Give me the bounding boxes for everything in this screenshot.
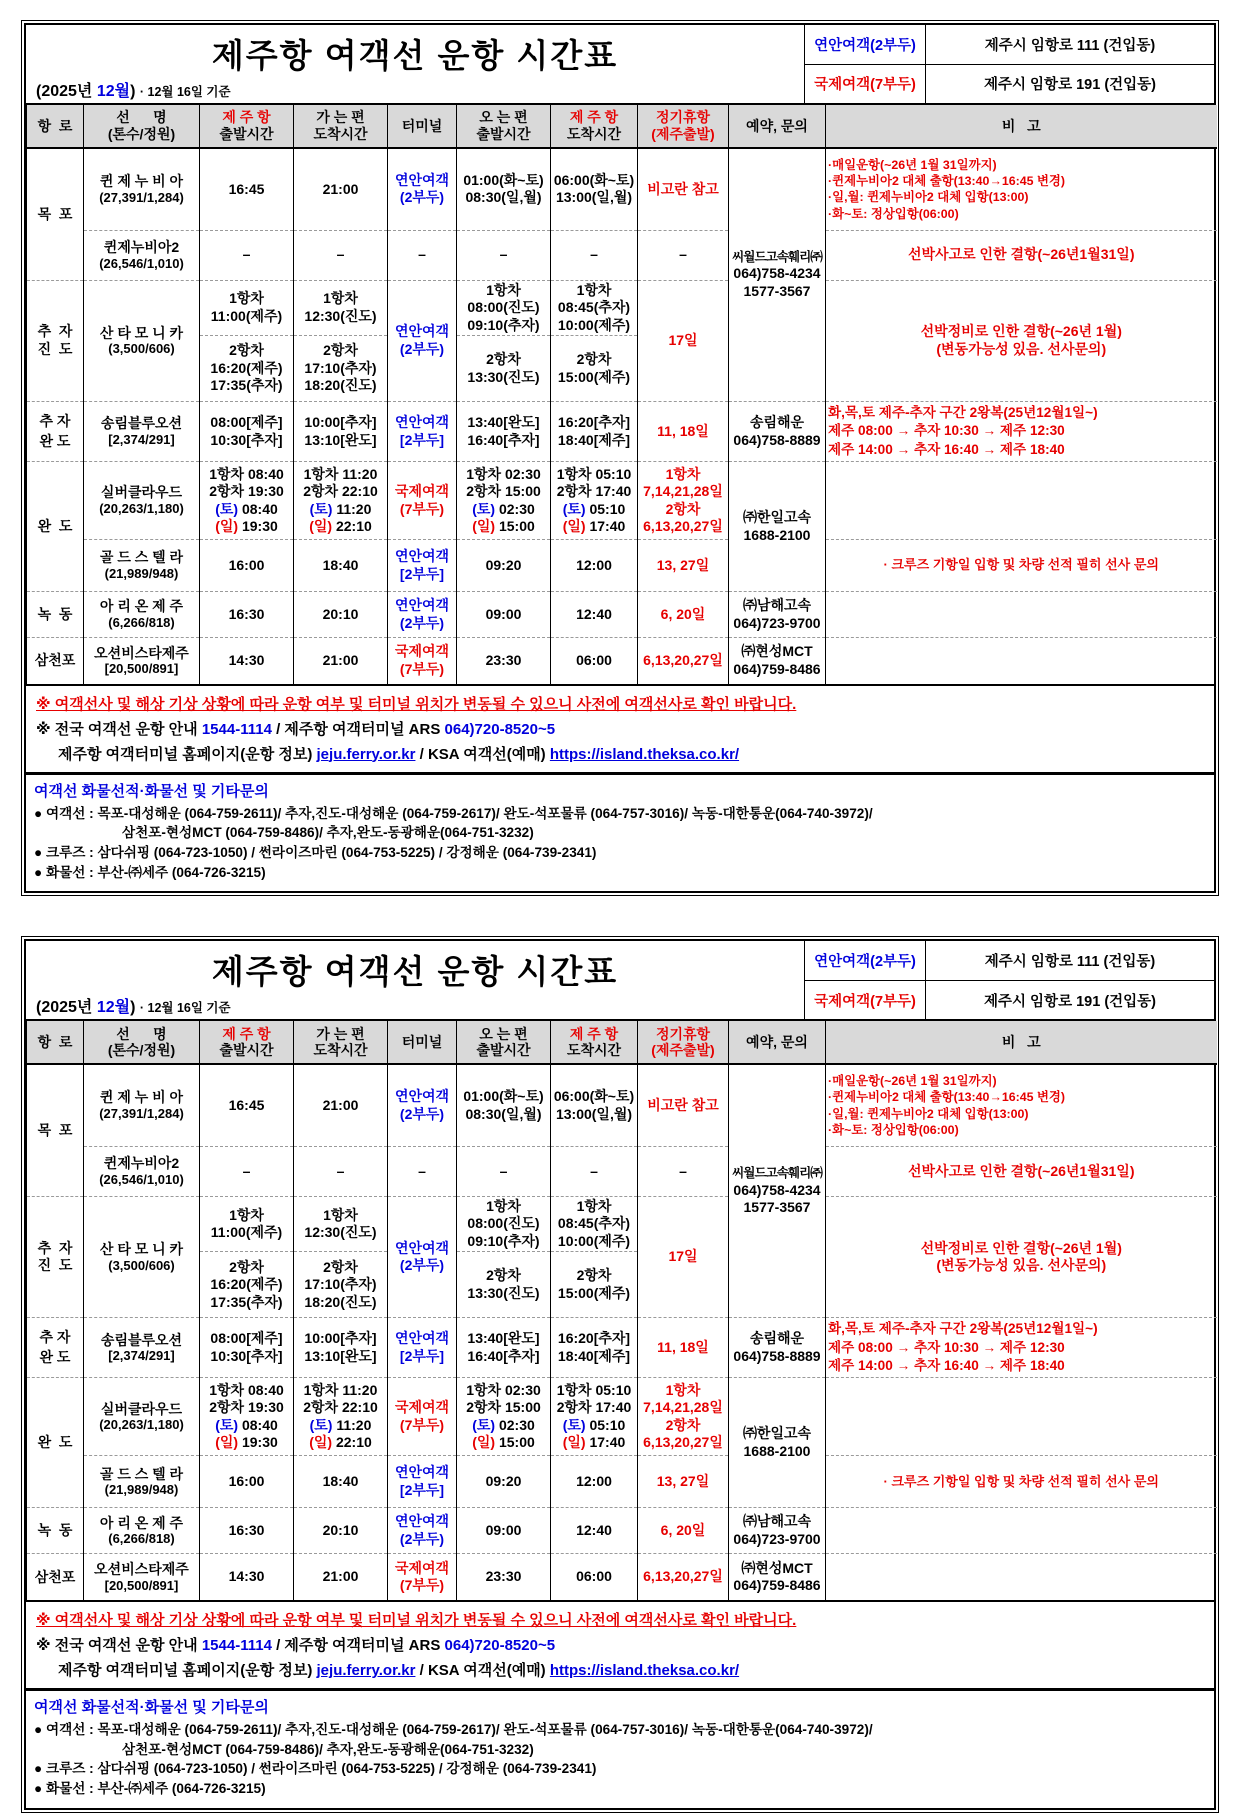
title-area bbox=[26, 941, 804, 1019]
note-cell: · 크루즈 기항일 입항 및 차량 선적 필히 선사 문의 bbox=[826, 540, 1217, 592]
return-arrive-time: 12:40 bbox=[551, 1508, 638, 1554]
ksa-booking-link[interactable]: https://island.theksa.co.kr/ bbox=[549, 1661, 740, 1679]
route-mokpo: 목 포 bbox=[27, 1064, 84, 1196]
return-arrive-time: 12:00 bbox=[551, 1456, 638, 1508]
cargo-ship-contacts: ● 화물선 : 부산-㈜세주 (064-726-3215) bbox=[34, 1780, 266, 1796]
arrive-time: 2항차 17:10(추자) 18:20(진도) bbox=[294, 336, 388, 402]
jeju-ferry-link[interactable]: jeju.ferry.or.kr bbox=[316, 745, 416, 763]
route-mokpo: 목 포 bbox=[27, 148, 84, 280]
depart-time: 16:30 bbox=[200, 1508, 294, 1554]
header-return-depart: 오 는 편 출발시간 bbox=[457, 1021, 551, 1064]
terminal-cell: – bbox=[388, 1146, 457, 1196]
weather-warning: ※ 여객선사 및 해상 기상 상황에 따라 운항 여부 및 터미널 위치가 변동될 수 있으니 사전에 여객선사로 확인 바랍니다. bbox=[36, 1611, 797, 1629]
return-depart-time: 1항차 02:30 2항차 15:00 (토) 02:30 (일) 15:00 bbox=[457, 462, 551, 540]
return-depart-time: 01:00(화~토) 08:30(일,월) bbox=[457, 1064, 551, 1146]
note-cell: 선박사고로 인한 결항(~26년1월31일) bbox=[826, 1146, 1217, 1196]
terminal-cell: 연안여객 (2부두) bbox=[388, 148, 457, 230]
date-line bbox=[26, 77, 804, 103]
depart-time: 2항차 16:20(제주) 17:35(추자) bbox=[200, 336, 294, 402]
depart-time: 14:30 bbox=[200, 1554, 294, 1600]
terminal-cell: 국제여객 (7부두) bbox=[388, 1378, 457, 1456]
vessel-cell: 골 드 스 텔 라 (21,989/948) bbox=[84, 1456, 200, 1508]
page-title: 제주항 여객선 운항 시간표 bbox=[211, 37, 619, 74]
header-terminal: 터미널 bbox=[388, 105, 457, 148]
arrive-time: 18:40 bbox=[294, 540, 388, 592]
row-queen-jenuvia bbox=[27, 1064, 1217, 1146]
intl-terminal-label: 국제여객(7부두) bbox=[804, 65, 926, 104]
holiday-cell: 11, 18일 bbox=[638, 402, 729, 462]
cruise-contacts: ● 크루즈 : 삼다쉬핑 (064-723-1050) / 썬라이즈마린 (064-753-5225) / 강정해운 (064-739-2341) bbox=[34, 1761, 597, 1777]
arrive-time: 10:00[추자] 13:10[완도] bbox=[294, 1318, 388, 1378]
arrive-time: 21:00 bbox=[294, 1064, 388, 1146]
depart-time: 08:00[제주] 10:30[추자] bbox=[200, 1318, 294, 1378]
vessel-cell: 산 타 모 니 카 (3,500/606) bbox=[84, 1196, 200, 1318]
header-holiday: 정기휴항 (제주출발) bbox=[638, 105, 729, 148]
terminal-cell: 국제여객 (7부두) bbox=[388, 638, 457, 684]
terminal-cell: 연안여객 [2부두] bbox=[388, 1456, 457, 1508]
weather-warning: ※ 여객선사 및 해상 기상 상황에 따라 운항 여부 및 터미널 위치가 변동될 수 있으니 사전에 여객선사로 확인 바랍니다. bbox=[36, 695, 797, 713]
depart-time: 1항차 08:40 2항차 19:30 (토) 08:40 (일) 19:30 bbox=[200, 462, 294, 540]
return-depart-time: 13:40[완도] 16:40[추자] bbox=[457, 1318, 551, 1378]
row-silver-cloud bbox=[27, 462, 1217, 540]
row-gold-stella bbox=[27, 1456, 1217, 1508]
route-chuja-jindo: 추 자 진 도 bbox=[27, 1196, 84, 1318]
booking-hanil: ㈜한일고속 1688-2100 bbox=[729, 1378, 826, 1508]
notice-box bbox=[26, 1600, 1214, 1688]
header-booking: 예약, 문의 bbox=[729, 1021, 826, 1064]
row-queen-jenuvia2 bbox=[27, 1146, 1217, 1196]
arrive-time: 1항차 12:30(진도) bbox=[294, 1196, 388, 1252]
return-arrive-time: 16:20[추자] 18:40[제주] bbox=[551, 402, 638, 462]
sheet-header bbox=[26, 25, 1214, 105]
ars-phone: 064)720-8520~5 bbox=[444, 720, 556, 738]
header-jeju-arrive: 제 주 항 도착시간 bbox=[551, 1021, 638, 1064]
holiday-cell: 6,13,20,27일 bbox=[638, 1554, 729, 1600]
header-terminal: 터미널 bbox=[388, 1021, 457, 1064]
vessel-cell: 아 리 온 제 주 (6,266/818) bbox=[84, 592, 200, 638]
terminal-cell: 연안여객 (2부두) bbox=[388, 280, 457, 402]
arrive-time: 10:00[추자] 13:10[완도] bbox=[294, 402, 388, 462]
arrive-time: 18:40 bbox=[294, 1456, 388, 1508]
depart-time: 14:30 bbox=[200, 638, 294, 684]
vessel-cell: 퀸제누비아2 (26,546/1,010) bbox=[84, 230, 200, 280]
route-nokdong: 녹 동 bbox=[27, 592, 84, 638]
vessel-cell: 실버클라우드 (20,263/1,180) bbox=[84, 1378, 200, 1456]
depart-time: 16:45 bbox=[200, 148, 294, 230]
intl-terminal-address: 제주시 임항로 191 (건입동) bbox=[984, 77, 1156, 94]
return-depart-time: 23:30 bbox=[457, 1554, 551, 1600]
header-note: 비 고 bbox=[826, 1021, 1217, 1064]
note-cell: ·매일운항(~26년 1월 31일까지) ·퀸제누비아2 대체 출항(13:40→16:45 변경) ·일,월: 퀸제누비아2 대체 입항(13:00) ·화~토: 정상입항(06:00) bbox=[826, 148, 1217, 230]
booking-seaworld: 씨월드고속훼리㈜ 064)758-4234 1577-3567 bbox=[729, 1064, 826, 1318]
header-outbound-arrive: 가 는 편 도착시간 bbox=[294, 105, 388, 148]
sheet-frame bbox=[24, 23, 1216, 893]
table-header-row bbox=[27, 1021, 1217, 1064]
row-songlim-blue-ocean bbox=[27, 402, 1217, 462]
website-info-line: 제주항 여객터미널 홈페이지(운항 정보) jeju.ferry.or.kr / KSA 여객선(예매) https://island.theksa.co.kr/ bbox=[58, 1661, 740, 1679]
arrive-time: – bbox=[294, 1146, 388, 1196]
header-holiday: 정기휴항 (제주출발) bbox=[638, 1021, 729, 1064]
date-close: ) bbox=[130, 83, 140, 100]
note-cell: ·매일운항(~26년 1월 31일까지) ·퀸제누비아2 대체 출항(13:40→16:45 변경) ·일,월: 퀸제누비아2 대체 입항(13:00) ·화~토: 정상입항(06:00) bbox=[826, 1064, 1217, 1146]
note-cell: 선박사고로 인한 결항(~26년1월31일) bbox=[826, 230, 1217, 280]
vessel-cell: 오션비스타제주 [20,500/891] bbox=[84, 638, 200, 684]
route-wando: 완 도 bbox=[27, 462, 84, 592]
row-queen-jenuvia bbox=[27, 148, 1217, 230]
notice-box bbox=[26, 684, 1214, 772]
header-note: 비 고 bbox=[826, 105, 1217, 148]
header-route: 항 로 bbox=[27, 105, 84, 148]
terminal-address-box bbox=[804, 25, 1214, 103]
coastal-terminal-address: 제주시 임항로 111 (건입동) bbox=[984, 954, 1156, 971]
return-depart-time: 2항차 13:30(진도) bbox=[457, 1252, 551, 1318]
terminal-cell: – bbox=[388, 230, 457, 280]
booking-songlim: 송림해운 064)758-8889 bbox=[729, 1318, 826, 1378]
return-depart-time: 1항차 02:30 2항차 15:00 (토) 02:30 (일) 15:00 bbox=[457, 1378, 551, 1456]
row-arion-jeju bbox=[27, 592, 1217, 638]
arrive-time: 2항차 17:10(추자) 18:20(진도) bbox=[294, 1252, 388, 1318]
passenger-ship-contacts: ● 여객선 : 목포-대성해운 (064-759-2611)/ 추자,진도-대성해운 (064-759-2617)/ 완도-석포물류 (064-757-3016)/ 녹동-대한통운(064-740-3972)/ bbox=[34, 805, 873, 821]
booking-songlim: 송림해운 064)758-8889 bbox=[729, 402, 826, 462]
cargo-ship-contacts: ● 화물선 : 부산-㈜세주 (064-726-3215) bbox=[34, 864, 266, 880]
holiday-cell: 17일 bbox=[638, 280, 729, 402]
return-depart-time: – bbox=[457, 1146, 551, 1196]
row-gold-stella bbox=[27, 540, 1217, 592]
note-cell: 선박정비로 인한 결항(~26년 1월) (변동가능성 있음. 선사문의) bbox=[826, 1196, 1217, 1318]
depart-time: – bbox=[200, 230, 294, 280]
return-arrive-time: 16:20[추자] 18:40[제주] bbox=[551, 1318, 638, 1378]
route-chuja-wando: 추 자 완 도 bbox=[27, 402, 84, 462]
row-songlim-blue-ocean bbox=[27, 1318, 1217, 1378]
return-arrive-time: 2항차 15:00(제주) bbox=[551, 1252, 638, 1318]
depart-time: 16:00 bbox=[200, 540, 294, 592]
timetable-sheet bbox=[21, 20, 1219, 896]
coastal-terminal-label: 연안여객(2부두) bbox=[804, 25, 926, 64]
note-cell: · 크루즈 기항일 입항 및 차량 선적 필히 선사 문의 bbox=[826, 1456, 1217, 1508]
booking-namhae: ㈜남해고속 064)723-9700 bbox=[729, 592, 826, 638]
intl-terminal-label: 국제여객(7부두) bbox=[804, 981, 926, 1020]
route-samcheonpo: 삼천포 bbox=[27, 1554, 84, 1600]
note-cell bbox=[826, 462, 1217, 540]
return-depart-time: 09:20 bbox=[457, 1456, 551, 1508]
arrive-time: 21:00 bbox=[294, 638, 388, 684]
terminal-cell: 연안여객 (2부두) bbox=[388, 1196, 457, 1318]
row-santa-monica-1 bbox=[27, 1196, 1217, 1252]
note-cell bbox=[826, 1508, 1217, 1554]
terminal-cell: 연안여객 [2부두] bbox=[388, 1318, 457, 1378]
cargo-contact-box bbox=[26, 1688, 1214, 1808]
cargo-box-title: 여객선 화물선적·화물선 및 기타문의 bbox=[34, 1698, 269, 1716]
row-silver-cloud bbox=[27, 1378, 1217, 1456]
intl-terminal-address: 제주시 임항로 191 (건입동) bbox=[984, 993, 1156, 1010]
depart-time: 08:00[제주] 10:30[추자] bbox=[200, 402, 294, 462]
arrive-time: 1항차 11:20 2항차 22:10 (토) 11:20 (일) 22:10 bbox=[294, 1378, 388, 1456]
holiday-cell: 비고란 참고 bbox=[638, 148, 729, 230]
arrive-time: 20:10 bbox=[294, 1508, 388, 1554]
booking-seaworld: 씨월드고속훼리㈜ 064)758-4234 1577-3567 bbox=[729, 148, 826, 402]
return-depart-time: 09:00 bbox=[457, 1508, 551, 1554]
terminal-address-row bbox=[804, 981, 1214, 1020]
date-basis: · 12월 16일 기준 bbox=[139, 1001, 231, 1016]
vessel-cell: 퀸제누비아2 (26,546/1,010) bbox=[84, 1146, 200, 1196]
header-outbound-arrive: 가 는 편 도착시간 bbox=[294, 1021, 388, 1064]
return-depart-time: 01:00(화~토) 08:30(일,월) bbox=[457, 148, 551, 230]
terminal-cell: 연안여객 (2부두) bbox=[388, 1064, 457, 1146]
return-depart-time: 2항차 13:30(진도) bbox=[457, 336, 551, 402]
vessel-cell: 송림블루오션 [2,374/291] bbox=[84, 1318, 200, 1378]
holiday-cell: 6, 20일 bbox=[638, 1508, 729, 1554]
row-santa-monica-1 bbox=[27, 280, 1217, 336]
cargo-box-title: 여객선 화물선적·화물선 및 기타문의 bbox=[34, 782, 269, 800]
terminal-address-row bbox=[804, 941, 1214, 981]
ferry-info-phone: 1544-1114 bbox=[201, 720, 272, 738]
phone-info-line: ※ 전국 여객선 운항 안내 1544-1114 / 제주항 여객터미널 ARS 064)720-8520~5 bbox=[36, 720, 556, 738]
sheet-header bbox=[26, 941, 1214, 1021]
date-month: 12월 bbox=[96, 83, 131, 100]
booking-hyunsung: ㈜현성MCT 064)759-8486 bbox=[729, 1554, 826, 1600]
note-cell bbox=[826, 638, 1217, 684]
vessel-cell: 산 타 모 니 카 (3,500/606) bbox=[84, 280, 200, 402]
vessel-cell: 송림블루오션 [2,374/291] bbox=[84, 402, 200, 462]
vessel-cell: 실버클라우드 (20,263/1,180) bbox=[84, 462, 200, 540]
terminal-cell: 연안여객 (2부두) bbox=[388, 592, 457, 638]
vessel-cell: 골 드 스 텔 라 (21,989/948) bbox=[84, 540, 200, 592]
date-basis: · 12월 16일 기준 bbox=[139, 85, 231, 99]
holiday-cell: – bbox=[638, 230, 729, 280]
header-vessel: 선 명 (톤수/정원) bbox=[84, 1021, 200, 1064]
return-arrive-time: 06:00(화~토) 13:00(일,월) bbox=[551, 1064, 638, 1146]
return-depart-time: 23:30 bbox=[457, 638, 551, 684]
page-title: 제주항 여객선 운항 시간표 bbox=[211, 953, 619, 991]
terminal-cell: 연안여객 (2부두) bbox=[388, 1508, 457, 1554]
arrive-time: 1항차 12:30(진도) bbox=[294, 280, 388, 336]
terminal-address-box bbox=[804, 941, 1214, 1019]
coastal-terminal-label: 연안여객(2부두) bbox=[804, 941, 926, 980]
coastal-terminal-address: 제주시 임항로 111 (건입동) bbox=[984, 37, 1156, 54]
return-arrive-time: 1항차 05:10 2항차 17:40 (토) 05:10 (일) 17:40 bbox=[551, 1378, 638, 1456]
return-depart-time: 1항차 08:00(진도) 09:10(추자) bbox=[457, 1196, 551, 1252]
return-arrive-time: 06:00 bbox=[551, 638, 638, 684]
depart-time: 16:45 bbox=[200, 1064, 294, 1146]
timetable-sheet bbox=[21, 936, 1219, 1812]
vessel-cell: 오션비스타제주 [20,500/891] bbox=[84, 1554, 200, 1600]
header-route: 항 로 bbox=[27, 1021, 84, 1064]
booking-namhae: ㈜남해고속 064)723-9700 bbox=[729, 1508, 826, 1554]
return-arrive-time: 12:40 bbox=[551, 592, 638, 638]
cruise-contacts: ● 크루즈 : 삼다쉬핑 (064-723-1050) / 썬라이즈마린 (064-753-5225) / 강정해운 (064-739-2341) bbox=[34, 844, 597, 860]
arrive-time: 1항차 11:20 2항차 22:10 (토) 11:20 (일) 22:10 bbox=[294, 462, 388, 540]
holiday-cell: 6, 20일 bbox=[638, 592, 729, 638]
return-arrive-time: 06:00 bbox=[551, 1554, 638, 1600]
date-prefix: (2025년 bbox=[36, 999, 97, 1017]
holiday-cell: 17일 bbox=[638, 1196, 729, 1318]
phone-info-line: ※ 전국 여객선 운항 안내 1544-1114 / 제주항 여객터미널 ARS 064)720-8520~5 bbox=[36, 1636, 556, 1654]
booking-hyunsung: ㈜현성MCT 064)759-8486 bbox=[729, 638, 826, 684]
route-samcheonpo: 삼천포 bbox=[27, 638, 84, 684]
note-cell: 선박정비로 인한 결항(~26년 1월) (변동가능성 있음. 선사문의) bbox=[826, 280, 1217, 402]
arrive-time: 20:10 bbox=[294, 592, 388, 638]
terminal-cell: 연안여객 [2부두] bbox=[388, 402, 457, 462]
table-header-row bbox=[27, 105, 1217, 148]
title-area bbox=[26, 25, 804, 103]
row-ocean-vista-jeju bbox=[27, 638, 1217, 684]
date-close: ) bbox=[130, 999, 140, 1017]
date-month: 12월 bbox=[96, 999, 131, 1017]
return-arrive-time: 2항차 15:00(제주) bbox=[551, 336, 638, 402]
arrive-time: 21:00 bbox=[294, 1554, 388, 1600]
timetable bbox=[26, 1021, 1217, 1600]
holiday-cell: 1항차 7,14,21,28일 2항차 6,13,20,27일 bbox=[638, 1378, 729, 1456]
vessel-cell: 퀸 제 누 비 아 (27,391/1,284) bbox=[84, 1064, 200, 1146]
sheet-frame bbox=[24, 939, 1216, 1809]
depart-time: 1항차 08:40 2항차 19:30 (토) 08:40 (일) 19:30 bbox=[200, 1378, 294, 1456]
header-jeju-depart: 제 주 항 출발시간 bbox=[200, 105, 294, 148]
note-cell: 화,목,토 제주-추자 구간 2왕복(25년12월1일~) 제주 08:00 → 추자 10:30 → 제주 12:30 제주 14:00 → 추자 16:40 → 제주 18:40 bbox=[826, 1318, 1217, 1378]
timetable bbox=[26, 105, 1217, 684]
header-vessel: 선 명 (톤수/정원) bbox=[84, 105, 200, 148]
ferry-info-phone: 1544-1114 bbox=[201, 1636, 272, 1654]
depart-time: 16:00 bbox=[200, 1456, 294, 1508]
vessel-cell: 퀸 제 누 비 아 (27,391/1,284) bbox=[84, 148, 200, 230]
date-prefix: (2025년 bbox=[36, 83, 97, 100]
return-arrive-time: 1항차 08:45(추자) 10:00(제주) bbox=[551, 280, 638, 336]
holiday-cell: 1항차 7,14,21,28일 2항차 6,13,20,27일 bbox=[638, 462, 729, 540]
return-arrive-time: – bbox=[551, 1146, 638, 1196]
note-cell bbox=[826, 1554, 1217, 1600]
return-depart-time: 1항차 08:00(진도) 09:10(추자) bbox=[457, 280, 551, 336]
depart-time: – bbox=[200, 1146, 294, 1196]
row-queen-jenuvia2 bbox=[27, 230, 1217, 280]
terminal-cell: 국제여객 (7부두) bbox=[388, 1554, 457, 1600]
terminal-address-row bbox=[804, 25, 1214, 65]
holiday-cell: 13, 27일 bbox=[638, 1456, 729, 1508]
depart-time: 1항차 11:00(제주) bbox=[200, 1196, 294, 1252]
return-arrive-time: 1항차 08:45(추자) 10:00(제주) bbox=[551, 1196, 638, 1252]
note-cell bbox=[826, 592, 1217, 638]
holiday-cell: 13, 27일 bbox=[638, 540, 729, 592]
route-chuja-wando: 추 자 완 도 bbox=[27, 1318, 84, 1378]
arrive-time: – bbox=[294, 230, 388, 280]
terminal-address-row bbox=[804, 65, 1214, 104]
return-arrive-time: – bbox=[551, 230, 638, 280]
depart-time: 16:30 bbox=[200, 592, 294, 638]
return-depart-time: 13:40[완도] 16:40[추자] bbox=[457, 402, 551, 462]
header-booking: 예약, 문의 bbox=[729, 105, 826, 148]
terminal-cell: 연안여객 [2부두] bbox=[388, 540, 457, 592]
route-chuja-jindo: 추 자 진 도 bbox=[27, 280, 84, 402]
cargo-contact-box bbox=[26, 772, 1214, 892]
row-ocean-vista-jeju bbox=[27, 1554, 1217, 1600]
return-arrive-time: 06:00(화~토) 13:00(일,월) bbox=[551, 148, 638, 230]
note-cell bbox=[826, 1378, 1217, 1456]
return-depart-time: 09:00 bbox=[457, 592, 551, 638]
terminal-cell: 국제여객 (7부두) bbox=[388, 462, 457, 540]
vessel-cell: 아 리 온 제 주 (6,266/818) bbox=[84, 1508, 200, 1554]
route-wando: 완 도 bbox=[27, 1378, 84, 1508]
holiday-cell: – bbox=[638, 1146, 729, 1196]
date-line bbox=[26, 993, 804, 1019]
passenger-ship-contacts-cont: 삼천포-현성MCT (064-759-8486)/ 추자,완도-동광해운(064-751-3232) bbox=[122, 825, 534, 841]
depart-time: 1항차 11:00(제주) bbox=[200, 280, 294, 336]
return-depart-time: 09:20 bbox=[457, 540, 551, 592]
return-arrive-time: 12:00 bbox=[551, 540, 638, 592]
note-cell: 화,목,토 제주-추자 구간 2왕복(25년12월1일~) 제주 08:00 → 추자 10:30 → 제주 12:30 제주 14:00 → 추자 16:40 → 제주 18:40 bbox=[826, 402, 1217, 462]
header-jeju-arrive: 제 주 항 도착시간 bbox=[551, 105, 638, 148]
passenger-ship-contacts: ● 여객선 : 목포-대성해운 (064-759-2611)/ 추자,진도-대성해운 (064-759-2617)/ 완도-석포물류 (064-757-3016)/ 녹동-대한통운(064-740-3972)/ bbox=[34, 1721, 873, 1737]
row-arion-jeju bbox=[27, 1508, 1217, 1554]
header-return-depart: 오 는 편 출발시간 bbox=[457, 105, 551, 148]
arrive-time: 21:00 bbox=[294, 148, 388, 230]
route-nokdong: 녹 동 bbox=[27, 1508, 84, 1554]
passenger-ship-contacts-cont: 삼천포-현성MCT (064-759-8486)/ 추자,완도-동광해운(064-751-3232) bbox=[122, 1741, 534, 1757]
return-depart-time: – bbox=[457, 230, 551, 280]
booking-hanil: ㈜한일고속 1688-2100 bbox=[729, 462, 826, 592]
jeju-ferry-link[interactable]: jeju.ferry.or.kr bbox=[316, 1661, 416, 1679]
return-arrive-time: 1항차 05:10 2항차 17:40 (토) 05:10 (일) 17:40 bbox=[551, 462, 638, 540]
ksa-booking-link[interactable]: https://island.theksa.co.kr/ bbox=[549, 745, 740, 763]
holiday-cell: 6,13,20,27일 bbox=[638, 638, 729, 684]
depart-time: 2항차 16:20(제주) 17:35(추자) bbox=[200, 1252, 294, 1318]
holiday-cell: 11, 18일 bbox=[638, 1318, 729, 1378]
website-info-line: 제주항 여객터미널 홈페이지(운항 정보) jeju.ferry.or.kr / KSA 여객선(예매) https://island.theksa.co.kr/ bbox=[58, 745, 740, 763]
ars-phone: 064)720-8520~5 bbox=[444, 1636, 556, 1654]
holiday-cell: 비고란 참고 bbox=[638, 1064, 729, 1146]
header-jeju-depart: 제 주 항 출발시간 bbox=[200, 1021, 294, 1064]
